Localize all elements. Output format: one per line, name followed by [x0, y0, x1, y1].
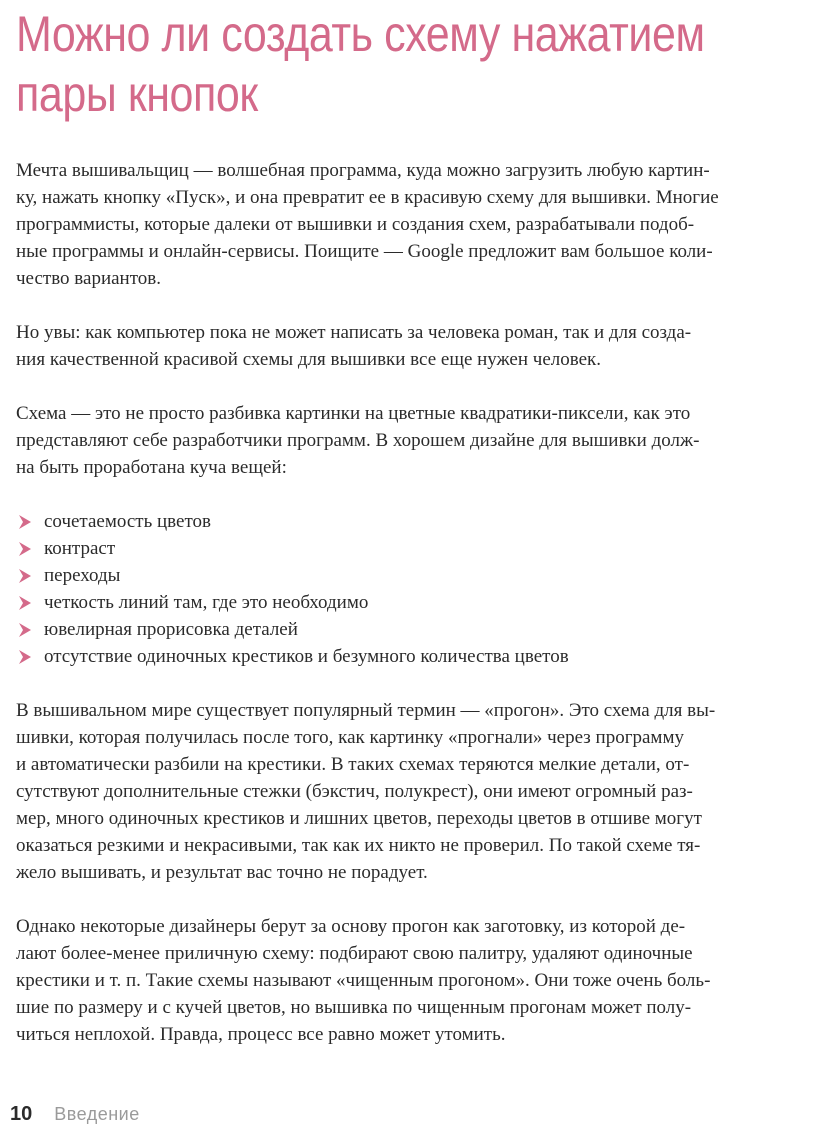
paragraph-intro: Мечта вышивальщиц — волшебная программа, куда можно загрузить любую картин- ку, нажать кнопку «Пуск», и она превратит ее в красивую схему для вышивки. Многие программисты, которые далеки от вышивки и создания схем, разрабатывали подоб- ные программы и онлайн-сервисы. Поищите — Google предложит вам большое коли- чество вариантов. — [16, 160, 719, 289]
chevron-right-icon — [16, 594, 34, 612]
paragraph-cleaned-progon: Однако некоторые дизайнеры берут за основу прогон как заготовку, из которой де- лают более-менее приличную схему: подбирают свою палитру, удаляют одиночные крестики и т. п. Такие схемы называют «чищенным прогоном». Они тоже очень боль- шие по размеру и с кучей цветов, но вышивка по чищенным прогонам может полу- читься неплохой. Правда, процесс все равно может утомить. — [16, 916, 711, 1045]
page — [16, 0, 820, 1045]
chevron-right-icon — [16, 567, 34, 585]
paragraph-scheme: Схема — это не просто разбивка картинки на цветные квадратики-пиксели, как это представляют себе разработчики программ. В хорошем дизайне для вышивки долж- на быть проработана куча вещей: — [16, 403, 700, 478]
chevron-right-icon — [16, 540, 34, 558]
list-item — [16, 562, 816, 589]
article-body — [16, 157, 816, 1048]
section-name: Введение — [54, 1104, 140, 1124]
list-item — [16, 616, 816, 643]
list-item-text: ювелирная прорисовка деталей — [44, 619, 298, 640]
bullet-list — [16, 508, 816, 670]
list-item-text: сочетаемость цветов — [44, 511, 211, 532]
list-item — [16, 643, 816, 670]
list-item-text: четкость линий там, где это необходимо — [44, 592, 369, 613]
list-item — [16, 508, 816, 535]
list-item — [16, 589, 816, 616]
chevron-right-icon — [16, 621, 34, 639]
page-footer — [10, 1103, 140, 1126]
list-item-text: переходы — [44, 565, 121, 586]
page-number: 10 — [10, 1103, 33, 1125]
page-title: Можно ли создать схему нажатием пары кнопок — [16, 6, 705, 122]
list-item — [16, 535, 816, 562]
list-item-text: контраст — [44, 538, 116, 559]
list-item-text: отсутствие одиночных крестиков и безумного количества цветов — [44, 646, 569, 667]
paragraph-progon: В вышивальном мире существует популярный термин — «прогон». Это схема для вы- шивки, которая получилась после того, как картинку «прогнали» через программу и автоматически разбили на крестики. В таких схемах теряются мелкие детали, от- сутствуют дополнительные стежки (бэкстич, полукрест), они имеют огромный раз- мер, много одиночных крестиков и лишних цветов, переходы цветов в отшиве могут оказаться резкими и некрасивыми, так как их никто не проверил. По такой схеме тя- жело вышивать, и результат вас точно не порадует. — [16, 700, 716, 883]
chevron-right-icon — [16, 648, 34, 666]
paragraph-alas: Но увы: как компьютер пока не может написать за человека роман, так и для созда- ния качественной красивой схемы для вышивки все еще нужен человек. — [16, 322, 692, 370]
chevron-right-icon — [16, 513, 34, 531]
